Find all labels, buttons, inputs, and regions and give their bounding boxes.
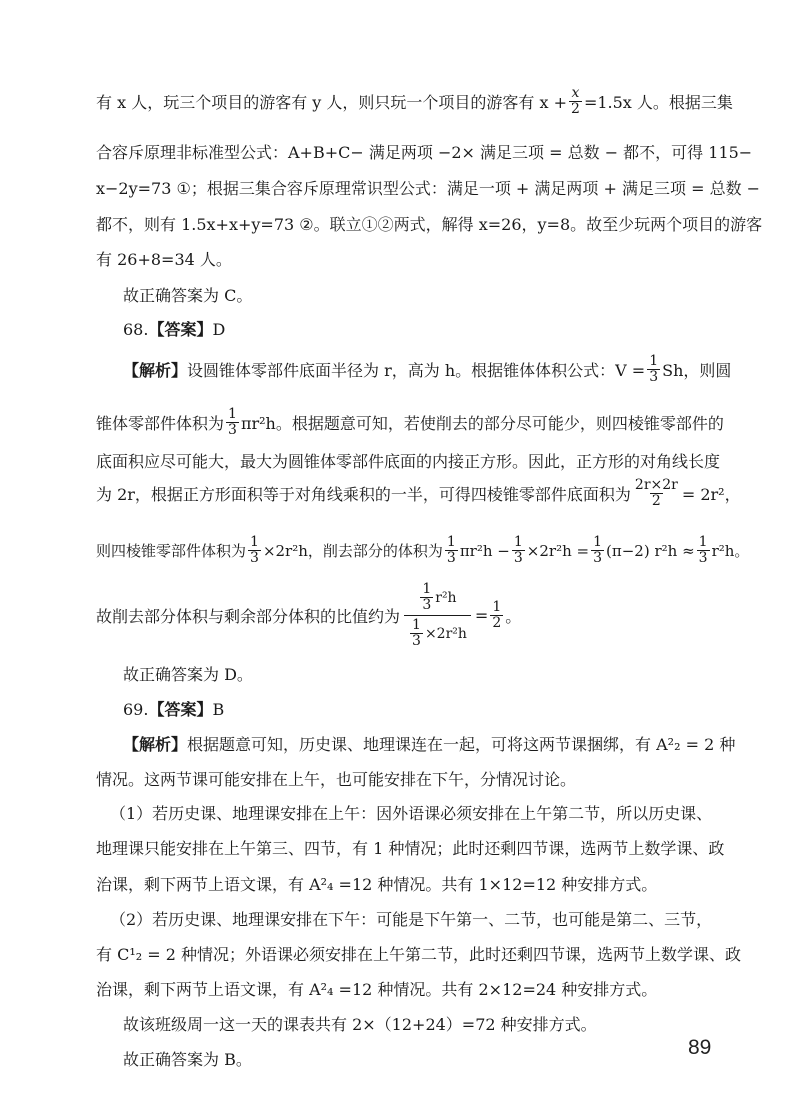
q68-fraction-2: $\frac{1}{3}$ [228,406,237,438]
q69-answer-label: 【答案】 [148,700,213,719]
q69-case2-line-3: 治课，剩下两节上语文课，有 A²₄ =12 种情况。共有 2×12=24 种安排方式。 [96,980,658,999]
q69-case2-line-1: （2）若历史课、地理课安排在下午：可能是下午第一、二节，也可能是第二、三节， [110,910,713,929]
q68-line-4b: = 2r²， [681,485,741,504]
q68-line-2b: πr²h。根据题意可知，若使削去的部分尽可能少，则四棱锥零部件的 [240,414,724,433]
q68-line-5e: (π−2) r²h ≈ [606,541,695,560]
q68-line-5b: ×2r²h，削去部分的体积为 [262,542,443,560]
p1-line-1b: =1.5x 人。根据三集 [583,93,733,112]
q69-case1-line-1: （1）若历史课、地理课安排在上午：因外语课必须安排在上午第二节，所以历史课、 [110,804,713,823]
q68-ratio-numerator: $\frac{1}{3}$ r²h [422,581,457,613]
q68-answer: D [212,320,226,339]
q68-ratio-result: $\frac{1}{2}$ [492,599,502,631]
q68-line-6a: 故削去部分体积与剩余部分体积的比值约为 [96,607,401,626]
q68-fraction-5e: $\frac{1}{3}$ [698,534,708,566]
p1-line-3: x−2y=73 ①；根据三集合容斥原理常识型公式：满足一项 + 满足两项 + 满足三项 = 总数 − [96,179,761,198]
q69-case1-line-2: 地理课只能安排在上午第三、四节，有 1 种情况；此时还剩四节课，选两节上数学课、政 [96,839,725,858]
q68-conclusion: 故正确答案为 D。 [123,665,253,684]
q68-line-5c: πr²h − [459,541,510,560]
q68-line-1a: 设圆锥体零部件底面半径为 r，高为 h。根据锥体体积公式：V = [187,361,646,380]
q69-conclusion: 故正确答案为 B。 [123,1050,252,1069]
q68-line-5d: ×2r²h = [526,541,590,560]
q69-line-1-text: 根据题意可知，历史课、地理课连在一起，可将这两节课捆绑，有 A²₂ = 2 种 [187,735,736,754]
q68-line-2a: 锥体零部件体积为 [96,414,225,433]
q69-line-2: 情况。这两节课可能安排在上午，也可能安排在下午，分情况讨论。 [96,770,577,789]
q68-line-6c: 。 [505,607,522,626]
p1-line-4: 都不，则有 1.5x+x+y=73 ②。联立①②两式，解得 x=26，y=8。故至少玩两个项目的游客 [96,215,763,234]
q68-line-1b: Sh，则圆 [662,361,732,380]
q68-line-1 [123,354,731,385]
q69-case1-line-3: 治课，剩下两节上语文课，有 A²₄ =12 种情况。共有 1×12=12 种安排方式。 [96,875,658,894]
q68-fraction-5d: $\frac{1}{3}$ [593,534,603,566]
p1-conclusion: 故正确答案为 C。 [123,286,253,305]
q68-ratio-fraction [404,582,471,649]
q68-answer-line [123,319,225,341]
q68-line-5f: r²h。 [711,542,750,560]
q68-answer-label: 【答案】 [148,320,213,339]
q68-ratio-denominator: $\frac{1}{3}$ ×2r²h [404,615,471,649]
q69-total: 故该班级周一这一天的课表共有 2×（12+24）=72 种安排方式。 [123,1015,597,1034]
q69-answer: B [212,700,225,719]
q68-fraction-5c: $\frac{1}{3}$ [513,534,523,566]
p1-line-2: 合容斥原理非标准型公式：A+B+C− 满足两项 −2× 满足三项 = 总数 − 都不，可得 115− [96,143,753,162]
p1-line-1 [96,86,733,117]
q69-case2-line-2: 有 C¹₂ = 2 种情况；外语课必须安排在上午第二节，此时还剩四节课，选两节上数学课、政 [96,945,742,964]
q68-line-3: 底面积应尽可能大，最大为圆锥体零部件底面的内接正方形。因此，正方形的对角线长度 [96,452,721,471]
q68-fraction-5b: $\frac{1}{3}$ [446,534,456,566]
q68-line-5 [96,535,749,566]
q69-line-1 [123,734,735,756]
q68-line-6 [96,582,521,649]
q69-answer-line [123,699,224,721]
q68-fraction-5a: $\frac{1}{3}$ [250,534,259,566]
q68-line-4a: 为 2r，根据正方形面积等于对角线乘积的一半，可得四棱锥零部件底面积为 [96,485,631,504]
q68-number: 68. [123,320,149,339]
q69-analysis-label: 【解析】 [123,735,188,754]
q69-number: 69. [123,700,149,719]
q68-fraction-1: $\frac{1}{3}$ [649,353,659,385]
p1-line-5: 有 26+8=34 人。 [96,250,232,269]
q68-fraction-4: $\frac{2r\times 2r}{2}$ [634,477,678,509]
p1-fraction: $\frac{x}{2}$ [571,85,580,117]
q68-analysis-label: 【解析】 [123,361,188,380]
p1-line-1a: 有 x 人，玩三个项目的游客有 y 人，则只玩一个项目的游客有 x + [96,93,568,112]
q68-line-6b: = [474,606,489,625]
q68-line-4 [96,478,741,509]
q68-line-2 [96,407,724,438]
q68-line-5a: 则四棱锥零部件体积为 [96,542,247,560]
page-number: 89 [688,1036,712,1059]
